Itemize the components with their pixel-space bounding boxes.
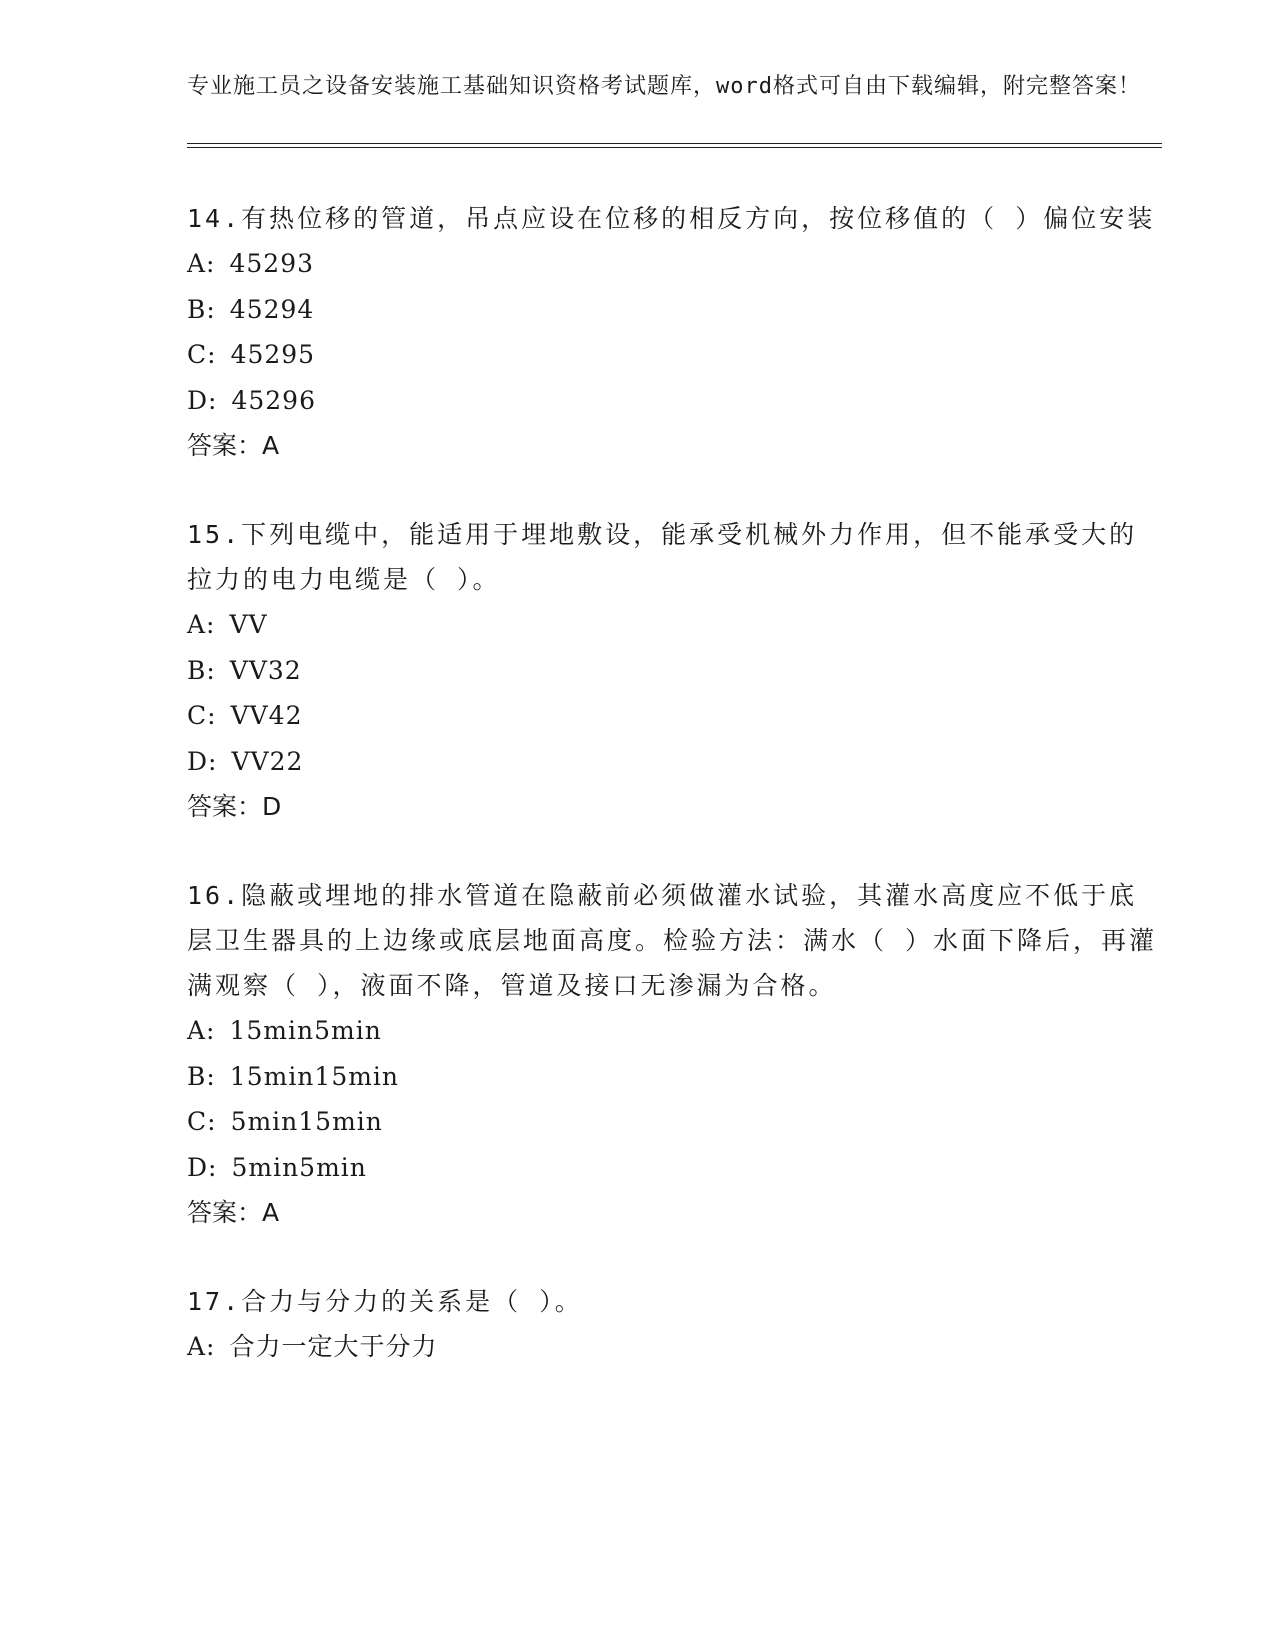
- option-d: D: 5min5min: [187, 1152, 367, 1182]
- answer-text: 答案：D: [187, 792, 282, 821]
- question-text: 16.隐蔽或埋地的排水管道在隐蔽前必须做灌水试验，其灌水高度应不低于底层卫生器具的上边缘或底层地面高度。检验方法：满水（ ）水面下降后，再灌满观察（ ），液面不降，管道及接口无渗漏为合格。: [187, 881, 1158, 1000]
- question-text: 17.合力与分力的关系是（ ）。: [187, 1287, 583, 1316]
- option-a: A: 合力一定大于分力: [187, 1332, 438, 1361]
- question-14: [187, 196, 1162, 468]
- option-a: A: 15min5min: [187, 1016, 382, 1045]
- header-divider: [187, 143, 1162, 148]
- question-text: 15.下列电缆中，能适用于埋地敷设，能承受机械外力作用，但不能承受大的拉力的电力电缆是（ ）。: [187, 520, 1138, 594]
- option-c: C: 45295: [187, 340, 316, 369]
- option-b: B: VV32: [187, 655, 302, 685]
- document-page: [187, 70, 1162, 1370]
- option-d: D: VV22: [187, 746, 304, 776]
- option-a: A: 45293: [187, 249, 315, 278]
- answer-text: 答案：A: [187, 1198, 280, 1227]
- question-17: [187, 1279, 1162, 1370]
- answer-text: 答案：A: [187, 431, 280, 460]
- option-c: C: VV42: [187, 701, 303, 730]
- document-header: 专业施工员之设备安装施工基础知识资格考试题库，word格式可自由下载编辑，附完整答案！: [187, 74, 1141, 99]
- question-16: [187, 873, 1162, 1235]
- option-c: C: 5min15min: [187, 1107, 383, 1136]
- option-d: D: 45296: [187, 385, 316, 415]
- option-b: B: 15min15min: [187, 1061, 400, 1091]
- question-text: 14.有热位移的管道，吊点应设在位移的相反方向，按位移值的（ ）偏位安装: [187, 204, 1156, 233]
- question-15: [187, 512, 1162, 829]
- option-a: A: VV: [187, 610, 268, 639]
- option-b: B: 45294: [187, 294, 315, 324]
